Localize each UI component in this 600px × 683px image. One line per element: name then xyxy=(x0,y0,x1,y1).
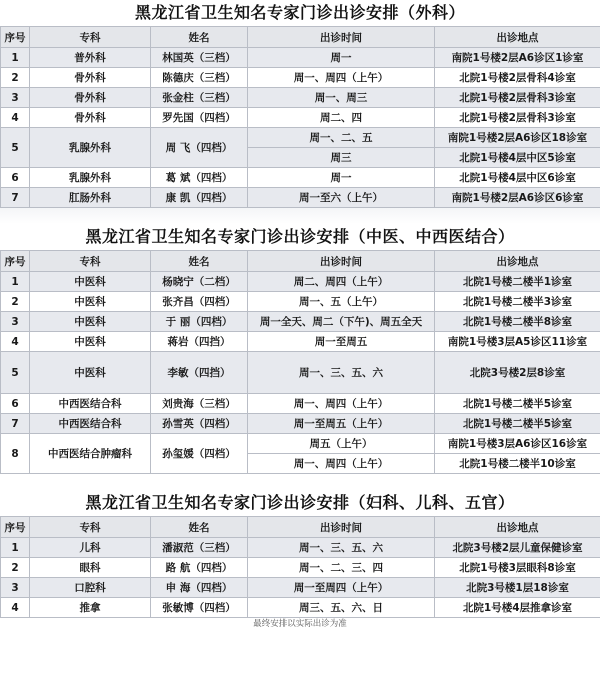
dept-cell: 口腔科 xyxy=(30,578,151,598)
place-cell: 北院3号楼2层8诊室 xyxy=(435,352,600,394)
time-cell: 周一至周五 xyxy=(248,332,435,352)
table-row xyxy=(1,168,600,188)
time-cell: 周一至周四（上午） xyxy=(248,578,435,598)
dept-cell: 中医科 xyxy=(30,332,151,352)
seq-cell: 4 xyxy=(1,108,30,128)
table-row xyxy=(1,272,600,292)
name-cell: 于 丽（四档） xyxy=(151,312,248,332)
header-place: 出诊地点 xyxy=(435,517,600,538)
name-cell: 林国英（三档） xyxy=(151,48,248,68)
time-cell: 周五（上午） xyxy=(248,434,435,454)
name-cell: 康 凯（四档） xyxy=(151,188,248,208)
name-cell: 罗先国（四档） xyxy=(151,108,248,128)
header-name: 姓名 xyxy=(151,27,248,48)
table-row xyxy=(1,352,600,394)
time-cell: 周一全天、周二（下午)、周五全天 xyxy=(248,312,435,332)
dept-cell: 中西医结合科 xyxy=(30,414,151,434)
schedule-section xyxy=(0,224,600,474)
header-seq: 序号 xyxy=(1,517,30,538)
seq-cell: 3 xyxy=(1,578,30,598)
seq-cell: 5 xyxy=(1,128,30,168)
dept-cell: 肛肠外科 xyxy=(30,188,151,208)
seq-cell: 6 xyxy=(1,394,30,414)
name-cell: 周 飞（四档） xyxy=(151,128,248,168)
header-dept: 专科 xyxy=(30,517,151,538)
table-row xyxy=(1,332,600,352)
table-row xyxy=(1,108,600,128)
header-dept: 专科 xyxy=(30,251,151,272)
dept-cell: 普外科 xyxy=(30,48,151,68)
time-cell: 周一至周五（上午） xyxy=(248,414,435,434)
header-seq: 序号 xyxy=(1,251,30,272)
name-cell: 路 航（四档） xyxy=(151,558,248,578)
footnote: 最终安排以实际出诊为准 xyxy=(253,619,347,629)
time-cell: 周一、二、五 xyxy=(248,128,435,148)
place-cell: 南院1号楼3层A6诊区16诊室 xyxy=(435,434,600,454)
table-row xyxy=(1,558,600,578)
dept-cell: 乳腺外科 xyxy=(30,168,151,188)
seq-cell: 4 xyxy=(1,598,30,618)
table-row xyxy=(1,434,600,454)
time-cell: 周二、周四（上午） xyxy=(248,272,435,292)
table-row xyxy=(1,598,600,618)
dept-cell: 中医科 xyxy=(30,352,151,394)
name-cell: 申 海（四档） xyxy=(151,578,248,598)
name-cell: 陈德庆（三档） xyxy=(151,68,248,88)
time-cell: 周一 xyxy=(248,48,435,68)
place-cell: 南院1号楼3层A5诊区11诊室 xyxy=(435,332,600,352)
table-row xyxy=(1,578,600,598)
place-cell: 南院1号楼2层A6诊区6诊室 xyxy=(435,188,600,208)
header-dept: 专科 xyxy=(30,27,151,48)
dept-cell: 骨外科 xyxy=(30,68,151,88)
dept-cell: 中医科 xyxy=(30,272,151,292)
dept-cell: 中医科 xyxy=(30,312,151,332)
time-cell: 周一、二、三、四 xyxy=(248,558,435,578)
place-cell: 北院1号楼4层中区6诊室 xyxy=(435,168,600,188)
section-gap xyxy=(0,208,600,224)
place-cell: 北院1号楼二楼半5诊室 xyxy=(435,394,600,414)
section-title: 黑龙江省卫生知名专家门诊出诊安排（中医、中西医结合） xyxy=(85,227,515,246)
section-title: 黑龙江省卫生知名专家门诊出诊安排（外科） xyxy=(134,3,465,22)
dept-cell: 中医科 xyxy=(30,292,151,312)
header-time: 出诊时间 xyxy=(248,517,435,538)
header-name: 姓名 xyxy=(151,517,248,538)
time-cell: 周一、周四（上午） xyxy=(248,454,435,474)
seq-cell: 2 xyxy=(1,68,30,88)
seq-cell: 6 xyxy=(1,168,30,188)
table-row xyxy=(1,312,600,332)
name-cell: 张金柱（三档） xyxy=(151,88,248,108)
header-place: 出诊地点 xyxy=(435,27,600,48)
dept-cell: 中西医结合科 xyxy=(30,394,151,414)
time-cell: 周一、周三 xyxy=(248,88,435,108)
header-name: 姓名 xyxy=(151,251,248,272)
table-row xyxy=(1,48,600,68)
place-cell: 北院1号楼3层眼科8诊室 xyxy=(435,558,600,578)
name-cell: 李敏（四挡） xyxy=(151,352,248,394)
place-cell: 北院1号楼2层骨科3诊室 xyxy=(435,108,600,128)
name-cell: 蒋岩（四挡） xyxy=(151,332,248,352)
place-cell: 北院1号楼2层骨科3诊室 xyxy=(435,88,600,108)
place-cell: 北院3号楼2层儿童保健诊室 xyxy=(435,538,600,558)
place-cell: 北院1号楼4层推拿诊室 xyxy=(435,598,600,618)
name-cell: 刘贵海（三档） xyxy=(151,394,248,414)
name-cell: 潘淑范（三档） xyxy=(151,538,248,558)
name-cell: 葛 斌（四档） xyxy=(151,168,248,188)
time-cell: 周一、周四（上午） xyxy=(248,68,435,88)
time-cell: 周一、周四（上午） xyxy=(248,394,435,414)
place-cell: 南院1号楼2层A6诊区18诊室 xyxy=(435,128,600,148)
dept-cell: 儿科 xyxy=(30,538,151,558)
time-cell: 周三、五、六、日 xyxy=(248,598,435,618)
seq-cell: 1 xyxy=(1,538,30,558)
dept-cell: 眼科 xyxy=(30,558,151,578)
place-cell: 北院1号楼二楼半8诊室 xyxy=(435,312,600,332)
seq-cell: 2 xyxy=(1,558,30,578)
place-cell: 北院1号楼4层中区5诊室 xyxy=(435,148,600,168)
name-cell: 孙雪英（四档） xyxy=(151,414,248,434)
schedule-section xyxy=(0,490,600,618)
header-time: 出诊时间 xyxy=(248,27,435,48)
name-cell: 张齐昌（四档） xyxy=(151,292,248,312)
schedule-section xyxy=(0,0,600,208)
time-cell: 周二、四 xyxy=(248,108,435,128)
table-row xyxy=(1,128,600,148)
dept-cell: 乳腺外科 xyxy=(30,128,151,168)
section-title: 黑龙江省卫生知名专家门诊出诊安排（妇科、儿科、五官） xyxy=(85,493,515,512)
seq-cell: 7 xyxy=(1,414,30,434)
header-place: 出诊地点 xyxy=(435,251,600,272)
name-cell: 杨晓宁（二档） xyxy=(151,272,248,292)
table-row xyxy=(1,394,600,414)
table-header-row xyxy=(1,251,600,272)
time-cell: 周一、五（上午） xyxy=(248,292,435,312)
table-row xyxy=(1,88,600,108)
seq-cell: 7 xyxy=(1,188,30,208)
header-time: 出诊时间 xyxy=(248,251,435,272)
table-row xyxy=(1,292,600,312)
time-cell: 周三 xyxy=(248,148,435,168)
dept-cell: 骨外科 xyxy=(30,88,151,108)
seq-cell: 2 xyxy=(1,292,30,312)
time-cell: 周一、三、五、六 xyxy=(248,538,435,558)
table-row xyxy=(1,538,600,558)
place-cell: 南院1号楼2层A6诊区1诊室 xyxy=(435,48,600,68)
place-cell: 北院1号楼二楼半5诊室 xyxy=(435,414,600,434)
seq-cell: 3 xyxy=(1,312,30,332)
section-gap xyxy=(0,474,600,490)
name-cell: 孙玺媛（四档） xyxy=(151,434,248,474)
place-cell: 北院1号楼2层骨科4诊室 xyxy=(435,68,600,88)
schedule-table xyxy=(0,516,600,618)
seq-cell: 1 xyxy=(1,48,30,68)
seq-cell: 8 xyxy=(1,434,30,474)
place-cell: 北院1号楼二楼半1诊室 xyxy=(435,272,600,292)
name-cell: 张敏博（四档） xyxy=(151,598,248,618)
dept-cell: 中西医结合肿瘤科 xyxy=(30,434,151,474)
schedule-table xyxy=(0,250,600,474)
table-header-row xyxy=(1,27,600,48)
table-row xyxy=(1,68,600,88)
dept-cell: 推拿 xyxy=(30,598,151,618)
dept-cell: 骨外科 xyxy=(30,108,151,128)
schedule-table xyxy=(0,26,600,208)
time-cell: 周一、三、五、六 xyxy=(248,352,435,394)
seq-cell: 4 xyxy=(1,332,30,352)
time-cell: 周一至六（上午） xyxy=(248,188,435,208)
time-cell: 周一 xyxy=(248,168,435,188)
place-cell: 北院3号楼1层18诊室 xyxy=(435,578,600,598)
table-row xyxy=(1,414,600,434)
header-seq: 序号 xyxy=(1,27,30,48)
seq-cell: 3 xyxy=(1,88,30,108)
seq-cell: 5 xyxy=(1,352,30,394)
table-row xyxy=(1,188,600,208)
seq-cell: 1 xyxy=(1,272,30,292)
table-header-row xyxy=(1,517,600,538)
place-cell: 北院1号楼二楼半3诊室 xyxy=(435,292,600,312)
place-cell: 北院1号楼二楼半10诊室 xyxy=(435,454,600,474)
